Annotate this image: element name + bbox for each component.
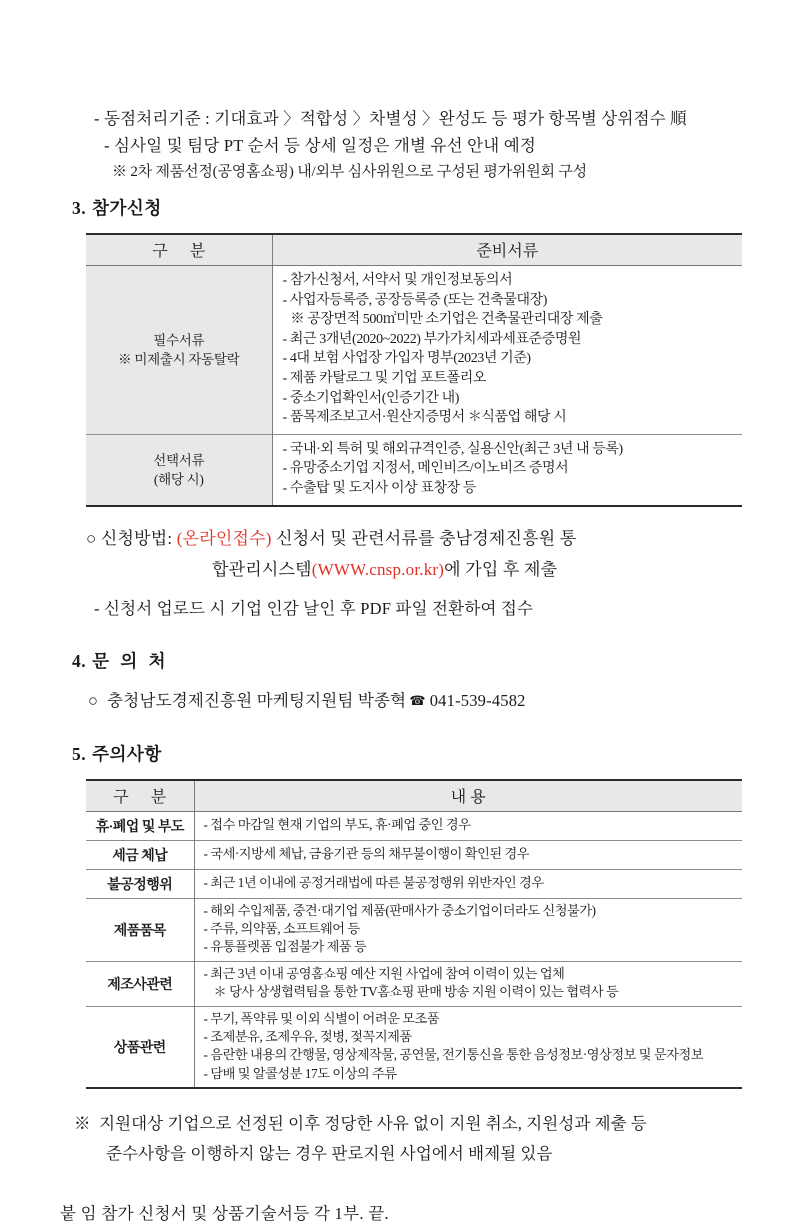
column-header-category: 구 분 [86, 234, 272, 266]
document-content [0, 105, 800, 1229]
schedule-notice-line: - 심사일 및 팀당 PT 순서 등 상세 일정은 개별 유선 안내 예정 [104, 136, 537, 155]
caution-item: - 최근 1년 이내에 공정거래법에 따른 불공정행위 위반자인 경우 [203, 874, 544, 890]
row-label-line2: (해당 시) [153, 471, 204, 487]
row-label-unfair-practice: 불공정행위 [86, 869, 194, 898]
row-content-closure-bankruptcy [194, 811, 742, 840]
caution-item: - 국세·지방세 체납, 금융기관 등의 채무불이행이 확인된 경우 [203, 845, 530, 861]
document-item: - 제품 카탈로그 및 기업 포트폴리오 [282, 370, 486, 386]
closing-notice-line-1 [0, 1109, 800, 1139]
section-3-number: 3. [72, 198, 87, 218]
document-item: - 중소기업확인서(인증기간 내) [282, 390, 459, 406]
row-label-required-documents [86, 266, 272, 435]
caution-item: - 최근 3년 이내 공영홈쇼핑 예산 지원 사업에 참여 이력이 있는 업체 [203, 965, 565, 981]
upload-note-line: - 신청서 업로드 시 기업 인감 날인 후 PDF 파일 전환하여 접수 [94, 598, 534, 618]
contact-line [0, 686, 800, 715]
apply-system-url[interactable]: (WWW.cnsp.or.kr) [311, 559, 445, 579]
caution-item: - 해외 수입제품, 중견·대기업 제품(판매사가 중소기업이더라도 신청불가) [203, 902, 596, 918]
row-label-manufacturer-related: 제조사관련 [86, 961, 194, 1006]
apply-bullet: ○ [86, 528, 97, 548]
row-content-product-category [194, 898, 742, 961]
row-content-optional-documents [272, 434, 742, 505]
required-documents-table [86, 233, 742, 507]
attachment-line: 붙 임 참가 신청서 및 상품기술서등 각 1부. 끝. [60, 1204, 389, 1224]
apply-method-line-1 [0, 523, 800, 554]
row-content-product-related [194, 1006, 742, 1088]
contact-phone-number: 041-539-4582 [429, 690, 526, 710]
caution-item: - 음란한 내용의 간행물, 영상제작물, 공연물, 전기통신을 통한 음성정보·영상정보 및 문자정보 [203, 1047, 704, 1063]
caution-item-note: ＊ 당사 상생협력팀을 통한 TV홈쇼핑 판매 방송 지원 이력이 있는 협력사 등 [213, 984, 619, 1000]
table-row [86, 811, 742, 840]
notice-mark: ※ [74, 1114, 91, 1134]
table-row [86, 869, 742, 898]
apply-online-highlight: (온라인접수) [176, 528, 272, 548]
row-label-line2: ※ 미제출시 자동탈락 [118, 351, 240, 367]
document-item: - 국내·외 특허 및 해외규격인증, 실용신안(최근 3년 내 등록) [282, 441, 623, 457]
section-4-title: 문 의 처 [92, 650, 170, 671]
caution-item: - 무기, 폭약류 및 이외 식별이 어려운 모조품 [203, 1010, 440, 1026]
document-item: - 유망중소기업 지정서, 메인비즈/이노비즈 증명서 [282, 461, 569, 477]
document-item: - 최근 3개년(2020~2022) 부가가치세과세표준증명원 [282, 331, 582, 347]
table-row [86, 1006, 742, 1088]
document-item: - 참가신청서, 서약서 및 개인정보동의서 [282, 273, 513, 288]
section-5-number: 5. [72, 743, 87, 764]
row-content-unfair-practice [194, 869, 742, 898]
table-row [86, 961, 742, 1006]
table-row [86, 434, 742, 505]
cautions-table-wrap [0, 779, 800, 1090]
apply-method-line-2 [0, 554, 800, 585]
document-item: - 품목제조보고서·원산지증명서 ＊식품업 해당 시 [282, 410, 567, 426]
row-label-product-category: 제품품목 [86, 898, 194, 961]
table-row [86, 840, 742, 869]
section-3-title: 참가신청 [92, 198, 162, 218]
contact-bullet: ○ [88, 690, 99, 710]
section-5-title: 주의사항 [92, 743, 162, 764]
row-label-product-related: 상품관련 [86, 1006, 194, 1088]
closing-notice [0, 1109, 800, 1169]
required-documents-table-wrap [0, 233, 800, 507]
caution-item: - 조제분유, 조제우유, 젖병, 젖꼭지제품 [203, 1028, 412, 1044]
document-item: - 사업자등록증, 공장등록증 (또는 건축물대장) [282, 292, 548, 308]
row-content-tax-delinquency [194, 840, 742, 869]
document-item: - 수출탑 및 도지사 이상 표창장 등 [282, 480, 476, 496]
document-item: - 4대 보험 사업장 가입자 명부(2023년 기준) [282, 351, 531, 367]
section-5-heading [0, 739, 800, 769]
table-header-row [86, 780, 742, 812]
closing-notice-text-1: 지원대상 기업으로 선정된 이후 정당한 사유 없이 지원 취소, 지원성과 제출 등 [99, 1114, 647, 1134]
section-4-heading [0, 646, 800, 676]
caution-item: - 접수 마감일 현재 기업의 부도, 휴·폐업 중인 경우 [203, 816, 471, 832]
apply-system-suffix: 에 가입 후 제출 [444, 559, 558, 579]
row-content-manufacturer-related [194, 961, 742, 1006]
row-label-line1: 필수서류 [153, 332, 205, 348]
document-item-note: ※ 공장면적 500㎡미만 소기업은 건축물관리대장 제출 [290, 312, 603, 328]
table-row [86, 266, 742, 435]
apply-system-name: 합관리시스템 [212, 559, 312, 579]
caution-item: - 주류, 의약품, 소프트웨어 등 [203, 920, 360, 936]
table-row [86, 898, 742, 961]
caution-item: - 담배 및 알콜성분 17도 이상의 주류 [203, 1065, 397, 1081]
apply-label: 신청방법: [100, 528, 173, 548]
section-4-number: 4. [72, 650, 87, 671]
telephone-icon: ☎ [409, 692, 426, 708]
tiebreak-criteria-line: - 동점처리기준 : 기대효과 〉적합성 〉차별성 〉완성도 등 평가 항목별 상위점수 順 [94, 109, 687, 128]
row-label-optional-documents [86, 434, 272, 505]
contact-organization: 충청남도경제진흥원 마케팅지원팀 박종혁 [107, 690, 407, 710]
section-3-heading [0, 193, 800, 223]
row-label-closure-bankruptcy: 휴·폐업 및 부도 [95, 819, 184, 835]
row-content-required-documents [272, 266, 742, 435]
row-label-line1: 선택서류 [153, 452, 205, 468]
caution-item: - 유통플렛폼 입점불가 제품 등 [203, 939, 367, 955]
apply-method-block [0, 523, 800, 585]
table-header-row [86, 234, 742, 266]
column-header-detail: 내 용 [194, 780, 742, 812]
apply-method-text: 신청서 및 관련서류를 충남경제진흥원 통 [276, 528, 577, 548]
column-header-documents: 준비서류 [272, 234, 742, 266]
row-label-tax-delinquency: 세금 체납 [86, 840, 194, 869]
cautions-table [86, 779, 742, 1090]
column-header-category: 구 분 [86, 780, 194, 812]
committee-notice-line: ※ 2차 제품선정(공영홈쇼핑) 내/외부 심사위원으로 구성된 평가위원회 구성 [112, 164, 587, 180]
closing-notice-line-2: 준수사항을 이행하지 않는 경우 판로지원 사업에서 배제될 있음 [106, 1144, 553, 1164]
